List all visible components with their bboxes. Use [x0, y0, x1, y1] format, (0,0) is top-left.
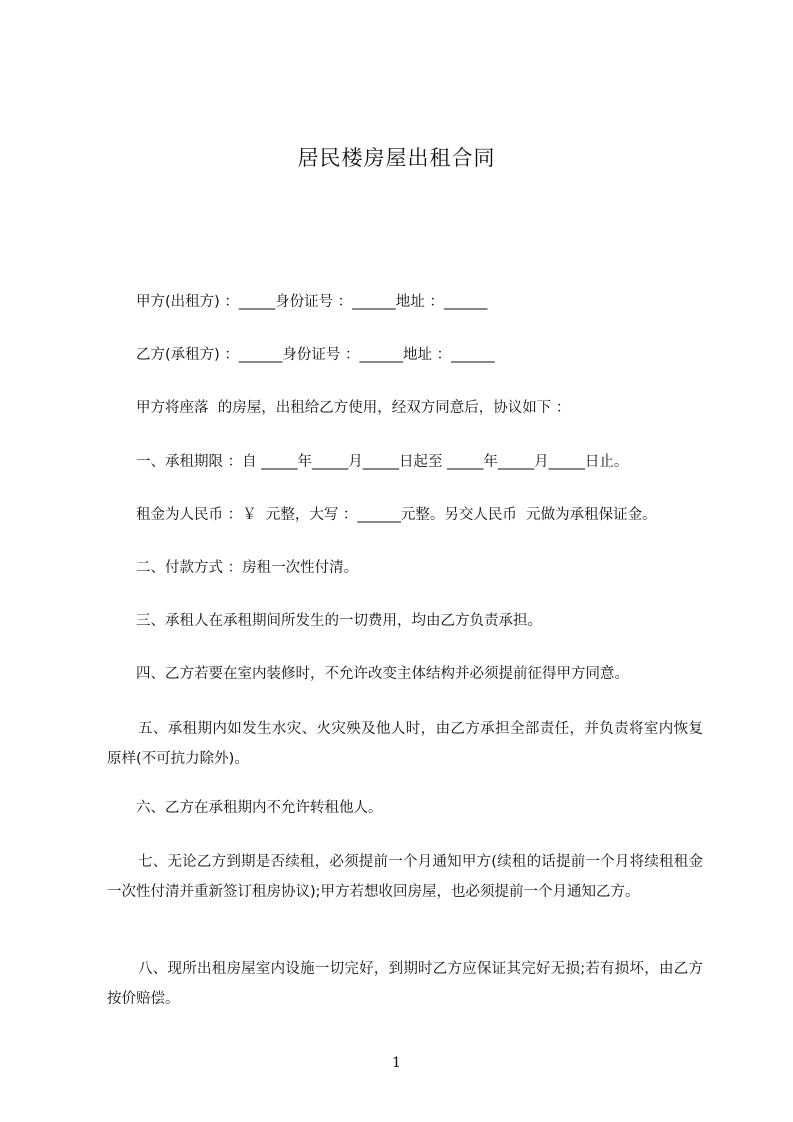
- clause-4-decoration: 四、乙方若要在室内装修时，不允许改变主体结构并必须提前征得甲方同意。: [136, 666, 629, 682]
- clause-1-term: 一、承租期限 ：自 _____年_____月_____日起至 _____年_____月_____日止。: [136, 454, 629, 470]
- rent-line: 租金为人民币 ：￥ 元整，大写 ：______元整。另交人民币 元做为承租保证金。: [136, 507, 657, 523]
- intro-line: 甲方将座落 的房屋，出租给乙方使用，经双方同意后，协议如下 ：: [136, 400, 571, 416]
- document-title: 居民楼房屋出租合同: [297, 146, 496, 170]
- clause-5-liability: 五、承租期内如发生水灾、火灾殃及他人时，由乙方承担全部责任，并负责将室内恢复原样(不可抗力除外)。: [107, 721, 703, 767]
- clause-2-payment: 二、付款方式 ：房租一次性付清。: [136, 560, 359, 576]
- party-a-line: 甲方(出租方) ：_____身份证号 ：______地址 ：______: [136, 294, 488, 310]
- clause-6-sublet: 六、乙方在承租期内不允许转租他人。: [136, 800, 383, 816]
- clause-7-renewal: 七、无论乙方到期是否续租，必须提前一个月通知甲方(续租的话提前一个月将续租租金一次性付清并重新签订租房协议);甲方若想收回房屋，也必须提前一个月通知乙方。: [107, 854, 703, 900]
- page-number: 1: [392, 1055, 401, 1071]
- clause-3-expenses: 三、承租人在承租期间所发生的一切费用，均由乙方负责承担。: [136, 613, 542, 629]
- clause-8-facilities: 八、现所出租房屋室内设施一切完好，到期时乙方应保证其完好无损;若有损坏，由乙方按价赔偿。: [107, 961, 703, 1007]
- party-b-line: 乙方(承租方) ：______身份证号 ：______地址 ：______: [136, 347, 495, 363]
